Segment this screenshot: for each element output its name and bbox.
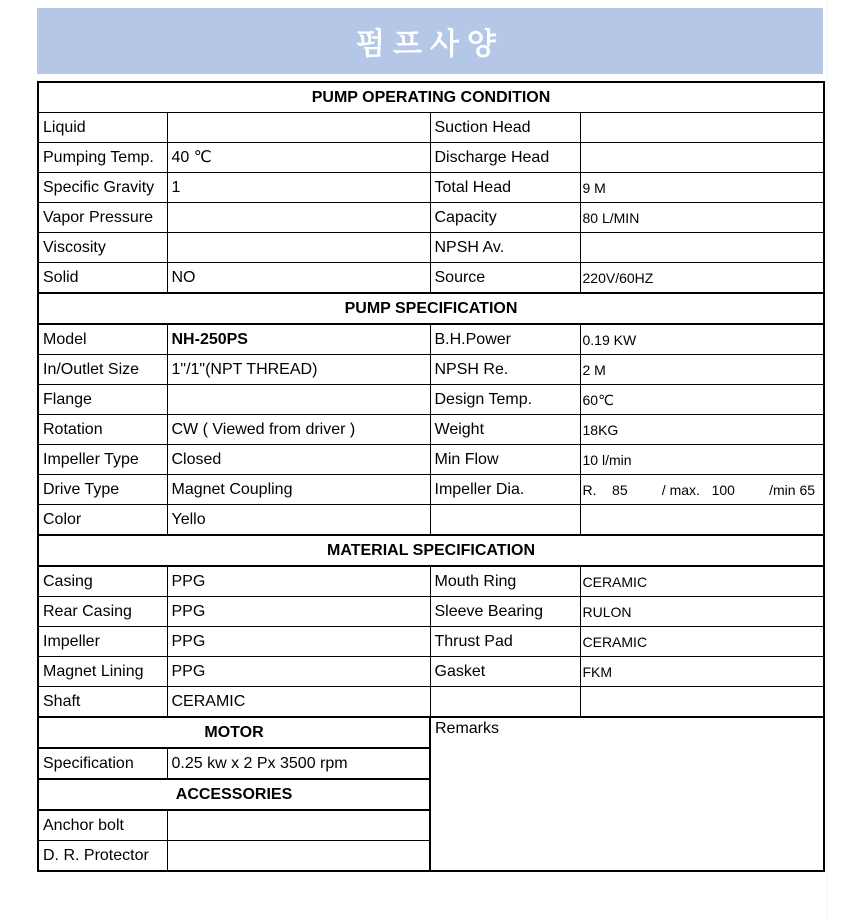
- field-label: Flange: [38, 385, 167, 415]
- field-value: 1"/1"(NPT THREAD): [167, 355, 430, 385]
- field-value: PPG: [167, 597, 430, 627]
- field-value: 220V/60HZ: [580, 263, 824, 294]
- field-value: Yello: [167, 505, 430, 536]
- field-label: Sleeve Bearing: [430, 597, 580, 627]
- field-label: Specific Gravity: [38, 173, 167, 203]
- field-value: [580, 113, 824, 143]
- table-row: [38, 355, 824, 385]
- field-value: 0.19 KW: [580, 324, 824, 355]
- field-value: [580, 233, 824, 263]
- table-row: [38, 173, 824, 203]
- field-label: Source: [430, 263, 580, 294]
- field-value: RULON: [580, 597, 824, 627]
- field-label: Thrust Pad: [430, 627, 580, 657]
- impeller-dia-max: / max. 100: [661, 481, 735, 498]
- table-row: [38, 475, 824, 505]
- field-label: [430, 687, 580, 718]
- field-label: NPSH Re.: [430, 355, 580, 385]
- table-row: [38, 143, 824, 173]
- field-label: NPSH Av.: [430, 233, 580, 263]
- page-title: 펌프사양: [356, 27, 504, 62]
- remarks-label: Remarks: [435, 720, 500, 737]
- field-value: PPG: [167, 657, 430, 687]
- field-value: 9 M: [580, 173, 824, 203]
- table-row: [38, 627, 824, 657]
- field-label: B.H.Power: [430, 324, 580, 355]
- pump-spec-table: [37, 81, 825, 872]
- field-value: [580, 143, 824, 173]
- field-value: Magnet Coupling: [167, 475, 430, 505]
- section-title: PUMP OPERATING CONDITION: [38, 82, 824, 113]
- table-row: [38, 385, 824, 415]
- impeller-dia-min: /min 65: [769, 481, 816, 498]
- section-header-motor: [38, 717, 824, 748]
- field-value: 1: [167, 173, 430, 203]
- remarks-box: [430, 717, 824, 871]
- table-row: [38, 113, 824, 143]
- field-value: [167, 841, 430, 872]
- field-value: 60℃: [580, 385, 824, 415]
- section-header-operating: [38, 82, 824, 113]
- table-row: [38, 203, 824, 233]
- table-row: [38, 566, 824, 597]
- field-label: Vapor Pressure: [38, 203, 167, 233]
- field-label: Model: [38, 324, 167, 355]
- field-value: 2 M: [580, 355, 824, 385]
- page-edge: [828, 0, 860, 920]
- field-value: NO: [167, 263, 430, 294]
- section-title: PUMP SPECIFICATION: [38, 293, 824, 324]
- field-value: [167, 810, 430, 841]
- field-label: Design Temp.: [430, 385, 580, 415]
- field-label: Impeller Type: [38, 445, 167, 475]
- field-label: Total Head: [430, 173, 580, 203]
- field-value: 18KG: [580, 415, 824, 445]
- field-label: Casing: [38, 566, 167, 597]
- field-value: PPG: [167, 627, 430, 657]
- field-value: [167, 233, 430, 263]
- section-title: MATERIAL SPECIFICATION: [38, 535, 824, 566]
- field-label: Anchor bolt: [38, 810, 167, 841]
- impeller-dia-value: [580, 475, 824, 505]
- table-row: [38, 687, 824, 718]
- field-label: Impeller: [38, 627, 167, 657]
- field-label: Liquid: [38, 113, 167, 143]
- table-row: [38, 263, 824, 294]
- field-value: 40 ℃: [167, 143, 430, 173]
- field-label: Mouth Ring: [430, 566, 580, 597]
- field-value: [580, 687, 824, 718]
- field-label: Specification: [38, 748, 167, 779]
- field-label: Rear Casing: [38, 597, 167, 627]
- table-row: [38, 597, 824, 627]
- field-label: Impeller Dia.: [430, 475, 580, 505]
- field-label: Color: [38, 505, 167, 536]
- table-row: [38, 415, 824, 445]
- impeller-dia-r: R. 85: [582, 481, 628, 498]
- field-label: Capacity: [430, 203, 580, 233]
- field-value: [167, 385, 430, 415]
- field-value: CW ( Viewed from driver ): [167, 415, 430, 445]
- section-header-material: [38, 535, 824, 566]
- field-value: CERAMIC: [580, 627, 824, 657]
- motor-spec-value: 0.25 kw x 2 Px 3500 rpm: [167, 748, 430, 779]
- field-value: [167, 203, 430, 233]
- field-label: Solid: [38, 263, 167, 294]
- field-value: 80 L/MIN: [580, 203, 824, 233]
- field-value: Closed: [167, 445, 430, 475]
- field-label: Shaft: [38, 687, 167, 718]
- section-title: ACCESSORIES: [38, 779, 430, 810]
- table-row: [38, 324, 824, 355]
- field-label: Min Flow: [430, 445, 580, 475]
- field-value: PPG: [167, 566, 430, 597]
- field-value: CERAMIC: [580, 566, 824, 597]
- field-label: Drive Type: [38, 475, 167, 505]
- field-label: Suction Head: [430, 113, 580, 143]
- table-row: [38, 445, 824, 475]
- field-value: [580, 505, 824, 536]
- field-label: Discharge Head: [430, 143, 580, 173]
- field-label: Rotation: [38, 415, 167, 445]
- section-title: MOTOR: [38, 717, 430, 748]
- section-header-spec: [38, 293, 824, 324]
- field-label: [430, 505, 580, 536]
- field-value: [167, 113, 430, 143]
- field-value: 10 l/min: [580, 445, 824, 475]
- field-label: Viscosity: [38, 233, 167, 263]
- field-label: Weight: [430, 415, 580, 445]
- field-label: In/Outlet Size: [38, 355, 167, 385]
- field-label: Pumping Temp.: [38, 143, 167, 173]
- title-banner: [37, 8, 823, 74]
- table-row: [38, 505, 824, 536]
- table-row: [38, 657, 824, 687]
- field-value: FKM: [580, 657, 824, 687]
- model-value: NH-250PS: [167, 324, 430, 355]
- field-label: Gasket: [430, 657, 580, 687]
- table-row: [38, 233, 824, 263]
- field-label: Magnet Lining: [38, 657, 167, 687]
- field-label: D. R. Protector: [38, 841, 167, 872]
- field-value: CERAMIC: [167, 687, 430, 718]
